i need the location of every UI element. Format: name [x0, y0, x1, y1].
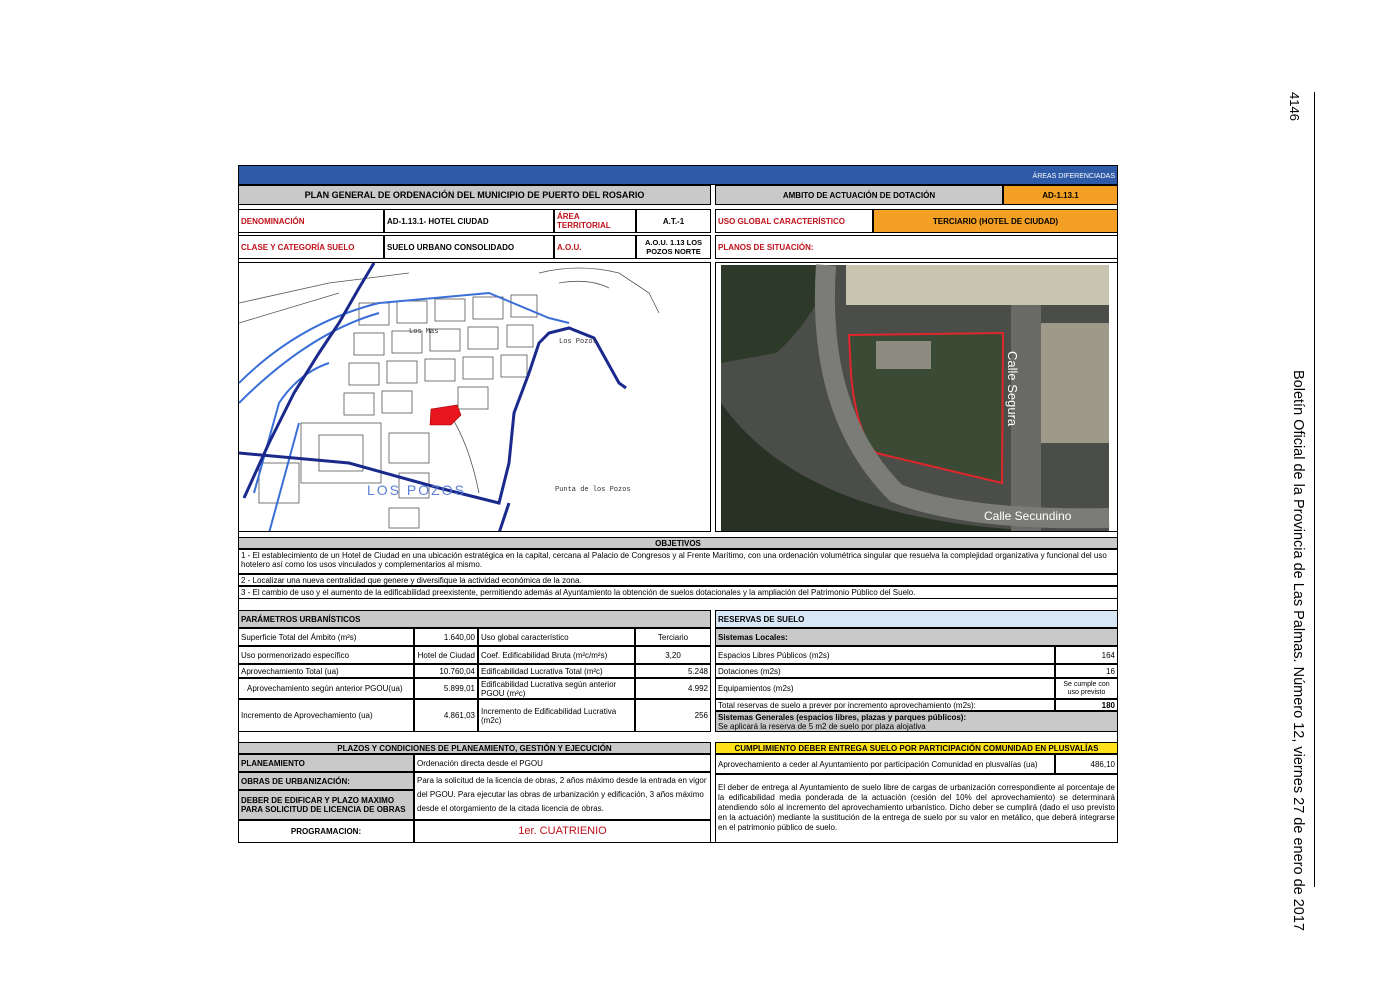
journal-header: Boletín Oficial de la Provincia de Las Palmas. Número 12, viernes 27 de enero de 2017 — [1290, 370, 1306, 931]
obras-urbanizacion-label: OBRAS DE URBANIZACIÓN: — [238, 772, 414, 790]
page-number: 4146 — [1287, 92, 1302, 121]
map-label-los-pozos-small: Los Pozos — [559, 338, 597, 346]
area-territorial-label: ÁREA TERRITORIAL — [554, 209, 636, 233]
programacion-label: PROGRAMACION: — [238, 820, 414, 843]
area-territorial-value: A.T.-1 — [636, 209, 711, 233]
reserva-value: 164 — [1055, 646, 1118, 664]
clase-value: SUELO URBANO CONSOLIDADO — [384, 235, 554, 259]
ambito-value: AD-1.13.1 — [1003, 185, 1118, 205]
param-value: 4.861,03 — [414, 699, 478, 732]
param-label: Superficie Total del Ámbito (m²s) — [238, 628, 414, 646]
reserva-value: Se cumple con uso previsto — [1055, 678, 1118, 699]
denominacion-value: AD-1.13.1- HOTEL CIUDAD — [384, 209, 554, 233]
param-value: Hotel de Ciudad — [414, 646, 478, 664]
reservas-title: RESERVAS DE SUELO — [715, 610, 1118, 628]
param-value: 256 — [635, 699, 711, 732]
param-value: 3,20 — [635, 646, 711, 664]
param-label: Edificabilidad Lucrativa según anterior PGOU (m²c) — [478, 678, 635, 699]
aerial-drawing — [716, 263, 1118, 532]
reserva-label: Espacios Libres Públicos (m2s) — [715, 646, 1055, 664]
param-label: Incremento de Aprovechamiento (ua) — [238, 699, 414, 732]
param-value: Terciario — [635, 628, 711, 646]
objetivo-2: 2 - Localizar una nueva centralidad que genere y diversifique la actividad económica de la zona. — [238, 574, 1118, 586]
param-value: 5.899,01 — [414, 678, 478, 699]
planeamiento-value: Ordenación directa desde el PGOU — [414, 754, 711, 772]
planeamiento-label: PLANEAMIENTO — [238, 754, 414, 772]
objetivos-title: OBJETIVOS — [238, 537, 1118, 549]
journal-rule — [1314, 92, 1315, 887]
objetivo-3: 3 - El cambio de uso y el aumento de la edificabilidad preexistente, permitiendo además al Ayuntamiento la obtención de suelos dotacionales y la ampliación del Patrimonio Público del Suelo. — [238, 586, 1118, 599]
uso-global-label: USO GLOBAL CARACTERÍSTICO — [715, 209, 873, 233]
aou-label: A.O.U. — [554, 235, 636, 259]
map-label-los-mas: Los Mas — [409, 328, 439, 336]
map-label-punta: Punta de los Pozos — [555, 486, 631, 494]
map-label-los-pozos: LOS POZOS — [367, 482, 466, 498]
sistemas-generales — [715, 711, 1118, 732]
reserva-value: 16 — [1055, 664, 1118, 678]
param-label: Edificabilidad Lucrativa Total (m²c) — [478, 664, 635, 678]
cumplimiento-title: CUMPLIMIENTO DEBER ENTREGA SUELO POR PARTICIPACIÓN COMUNIDAD EN PLUSVALÍAS — [715, 742, 1118, 754]
programacion-value: 1er. CUATRIENIO — [414, 820, 711, 843]
map-drawing — [239, 263, 711, 532]
plan-title: PLAN GENERAL DE ORDENACIÓN DEL MUNICIPIO DE PUERTO DEL ROSARIO — [238, 185, 711, 205]
parametros-title: PARÁMETROS URBANÍSTICOS — [238, 610, 711, 628]
cumplimiento-value: 486,10 — [1055, 754, 1118, 774]
param-label: Aprovechamiento Total (ua) — [238, 664, 414, 678]
sistemas-generales-label: Sistemas Generales (espacios libres, plazas y parques públicos): — [718, 713, 967, 722]
cumplimiento-text: El deber de entrega al Ayuntamiento de suelo libre de cargas de urbanización correspondiente al porcentaje de la edificabilidad media ponderada de la actuación (cesión del 10% del aprovechamiento) se determinará atendiendo sólo al incremento del aprovechamiento urbanístico. Dicho deber se cumplirá (dado el uso previsto en la actuación) mediante la sustitución de la entrega de suelo por su valor en metálico, que deberá integrarse en el patrimonio público de suelo. — [715, 774, 1118, 843]
uso-global-value: TERCIARIO (HOTEL DE CIUDAD) — [873, 209, 1118, 233]
param-label: Uso global característico — [478, 628, 635, 646]
param-value: 4.992 — [635, 678, 711, 699]
reserva-label: Equipamientos (m2s) — [715, 678, 1055, 699]
clase-label: CLASE Y CATEGORÍA SUELO — [238, 235, 384, 259]
planos-label: PLANOS DE SITUACIÓN: — [715, 235, 1118, 259]
objetivo-1: 1 - El establecimiento de un Hotel de Ciudad en una ubicación estratégica en la capital, cercana al Palacio de Congresos y al Frente Marítimo, con una ordenación volumétrica singular que resuelva la complejidad organizativa y funcional del uso hotelero así como los usos vinculados y complementarios al mismo. — [238, 549, 1118, 574]
reserva-total-value: 180 — [1055, 699, 1118, 711]
cumplimiento-label: Aprovechamiento a ceder al Ayuntamiento por participación Comunidad en plusvalías (ua) — [715, 754, 1055, 774]
param-label: Aprovechamiento según anterior PGOU(ua) — [238, 678, 414, 699]
aerial-photo — [715, 262, 1118, 532]
reserva-label: Dotaciones (m2s) — [715, 664, 1055, 678]
reserva-total-label: Total reservas de suelo a prever por incremento aprovechamiento (m2s): — [715, 699, 1055, 711]
plazos-title: PLAZOS Y CONDICIONES DE PLANEAMIENTO, GESTIÓN Y EJECUCIÓN — [238, 742, 711, 754]
photo-label-calle-secundino: Calle Secundino — [984, 509, 1072, 523]
param-label: Uso pormenorizado específico — [238, 646, 414, 664]
deber-edificar-label: DEBER DE EDIFICAR Y PLAZO MAXIMO PARA SOLICITUD DE LICENCIA DE OBRAS — [238, 790, 414, 820]
param-value: 1.640,00 — [414, 628, 478, 646]
param-value: 5.248 — [635, 664, 711, 678]
photo-label-calle-segura: Calle Segura — [1005, 351, 1020, 427]
param-label: Coef. Edificabilidad Bruta (m²c/m²s) — [478, 646, 635, 664]
sistemas-generales-text: Se aplicará la reserva de 5 m2 de suelo por plaza alojativa — [718, 722, 926, 731]
areas-label: ÁREAS DIFERENCIADAS — [1032, 173, 1115, 180]
sistemas-locales-label: Sistemas Locales: — [715, 628, 1118, 646]
denominacion-label: DENOMINACIÓN — [238, 209, 384, 233]
obras-text: Para la solicitud de la licencia de obras, 2 años máximo desde la entrada en vigor del PGOU. Para ejecutar las obras de urbanización y edificación, 3 años máximo desde el otorgamiento de la citada licencia de obras. — [414, 772, 711, 820]
situation-map — [238, 262, 711, 532]
aou-value: A.O.U. 1.13 LOS POZOS NORTE — [636, 235, 711, 259]
param-value: 10.760,04 — [414, 664, 478, 678]
param-label: Incremento de Edificabilidad Lucrativa (m2c) — [478, 699, 635, 732]
areas-bar — [238, 165, 1118, 185]
ambito-label: AMBITO DE ACTUACIÓN DE DOTACIÓN — [715, 185, 1003, 205]
